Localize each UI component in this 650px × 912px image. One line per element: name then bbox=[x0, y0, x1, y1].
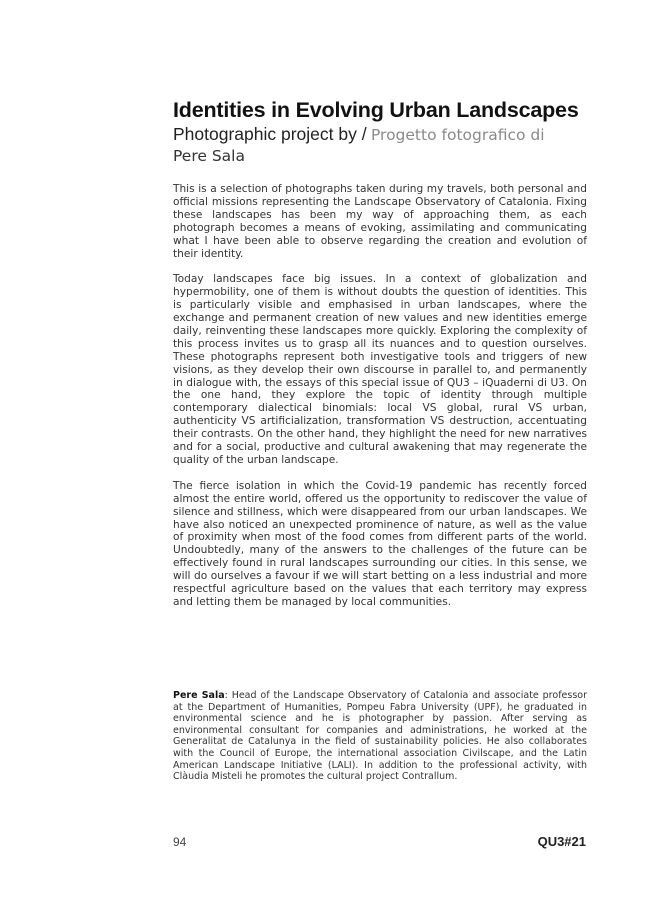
subtitle-english: Photographic project by / bbox=[173, 124, 367, 144]
body-paragraph: Today landscapes face big issues. In a context of globalization and hypermobility, one of them is without doubts the question of identities. This is particularly visible and emphasised in urban landscapes, where the exchange and permanent creation of new values and new identities emerge daily, reinventing these landscapes more quickly. Exploring the complexity of this process invites us to grasp all its nuances and to question ourselves. These photographs represent both investigative tools and triggers of new visions, as they develop their own discourse in parallel to, and permanently in dialogue with, the essays of this special issue of QU3 – iQuaderni di U3. On the one hand, they explore the topic of identity through multiple contemporary dialectical binomials: local VS global, rural VS urban, authenticity VS artificialization, transformation VS destruction, accentuating their contrasts. On the other hand, they highlight the need for new narratives and for a social, productive and cultural awakening that may regenerate the quality of the urban landscape. bbox=[173, 273, 587, 467]
journal-code: QU3#21 bbox=[537, 834, 586, 849]
article-subtitle bbox=[173, 123, 613, 146]
article-title: Identities in Evolving Urban Landscapes bbox=[173, 98, 579, 122]
author-bio bbox=[173, 690, 587, 783]
subtitle-italian: Progetto fotografico di bbox=[370, 126, 545, 144]
body-paragraph: This is a selection of photographs taken during my travels, both personal and official missions representing the Landscape Observatory of Catalonia. Fixing these landscapes has been my way of approaching them, as each photograph becomes a means of evoking, assimilating and communicating what I have been able to observe regarding the creation and evolution of their identity. bbox=[173, 183, 587, 260]
author-name: Pere Sala bbox=[173, 147, 245, 165]
body-paragraph: The fierce isolation in which the Covid-19 pandemic has recently forced almost the entire world, offered us the opportunity to rediscover the value of silence and stillness, which were disappeared from our urban landscapes. We have also noticed an unexpected prominence of nature, as well as the value of proximity when most of the food comes from different parts of the world. Undoubtedly, many of the answers to the challenges of the future can be effectively found in rural landscapes surrounding our cities. In this sense, we will do ourselves a favour if we will start betting on a less industrial and more respectful agriculture based on the values that each territory may express and letting them be managed by local communities. bbox=[173, 479, 587, 608]
page-number: 94 bbox=[173, 835, 187, 849]
bio-author-name: Pere Sala bbox=[173, 690, 225, 701]
article-body bbox=[173, 183, 587, 622]
bio-text: : Head of the Landscape Observatory of Catalonia and associate professor at the Department of Humanities, Pompeu Fabra University (UPF), he graduated in environmental science and he is photographer by passion. After serving as environmental consultant for companies and administrations, he worked at the Generalitat de Catalunya in the field of sustainability policies. He also collaborates with the Council of Europe, the international association Civilscape, and the Latin American Landscape Initiative (LALI). In addition to the professional activity, with Clàudia Misteli he promotes the cultural project Contrallum. bbox=[173, 690, 587, 783]
